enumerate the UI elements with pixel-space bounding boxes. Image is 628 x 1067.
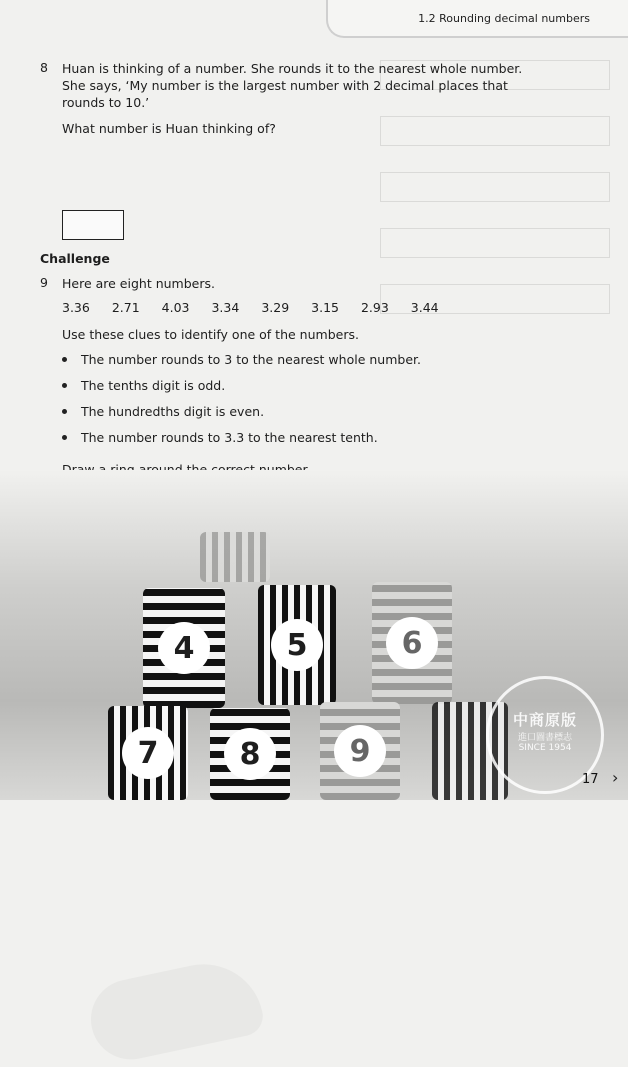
can-label: 8 xyxy=(224,728,276,780)
clue-text: The tenths digit is odd. xyxy=(81,378,226,393)
number-item[interactable]: 3.36 xyxy=(62,300,90,315)
can-label: 6 xyxy=(386,617,438,669)
clue-text: The number rounds to 3.3 to the nearest tenth. xyxy=(81,430,378,445)
number-item[interactable]: 3.29 xyxy=(261,300,290,315)
number-item[interactable]: 3.44 xyxy=(410,300,439,315)
clue-text: The hundredths digit is even. xyxy=(81,404,265,419)
challenge-heading: Challenge xyxy=(40,251,110,266)
number-item[interactable]: 4.03 xyxy=(161,300,190,315)
clue-item xyxy=(62,352,421,367)
next-page-arrow-icon[interactable]: › xyxy=(612,768,619,787)
question-8-line-2: She says, ‘My number is the largest number with 2 decimal places that xyxy=(62,78,508,93)
can-label: 7 xyxy=(122,727,174,779)
bullet-icon xyxy=(62,357,67,362)
stamp-since: SINCE 1954 xyxy=(518,743,572,753)
bleed-through-background xyxy=(380,60,610,480)
number-item[interactable]: 2.71 xyxy=(111,300,140,315)
can-9 xyxy=(320,702,400,800)
number-list xyxy=(62,300,457,315)
question-8-number: 8 xyxy=(40,60,48,75)
clue-item xyxy=(62,378,225,393)
clue-item xyxy=(62,404,264,419)
number-item[interactable]: 3.34 xyxy=(211,300,240,315)
stamp-line-1: 中商原版 xyxy=(512,711,577,729)
question-8-line-3: rounds to 10.’ xyxy=(62,95,150,110)
top-can-image xyxy=(200,532,270,582)
section-title: 1.2 Rounding decimal numbers xyxy=(418,12,590,25)
clue-item xyxy=(62,430,378,445)
bullet-icon xyxy=(62,409,67,414)
clue-text: The number rounds to 3 to the nearest whole number. xyxy=(81,352,421,367)
bullet-icon xyxy=(62,435,67,440)
can-4 xyxy=(143,588,225,708)
question-9-instruction: Use these clues to identify one of the numbers. xyxy=(62,327,359,342)
question-9-intro: Here are eight numbers. xyxy=(62,276,215,291)
number-item[interactable]: 2.93 xyxy=(360,300,389,315)
question-8-line-1: Huan is thinking of a number. She rounds it to the nearest whole number. xyxy=(62,61,523,76)
can-8 xyxy=(210,708,290,800)
answer-box[interactable] xyxy=(62,210,124,240)
can-label: 4 xyxy=(158,622,210,674)
can-5 xyxy=(258,585,336,705)
bullet-icon xyxy=(62,383,67,388)
can-7 xyxy=(108,706,188,800)
can-label: 5 xyxy=(271,619,323,671)
question-9-number: 9 xyxy=(40,275,48,290)
hand-image xyxy=(84,953,267,1067)
stamp-line-2: 進口圖書標志 xyxy=(517,733,572,743)
can-label: 9 xyxy=(334,725,386,777)
number-item[interactable]: 3.15 xyxy=(311,300,339,315)
can-6 xyxy=(372,582,452,704)
question-8-prompt: What number is Huan thinking of? xyxy=(62,121,276,136)
page-number: 17 xyxy=(582,772,599,787)
